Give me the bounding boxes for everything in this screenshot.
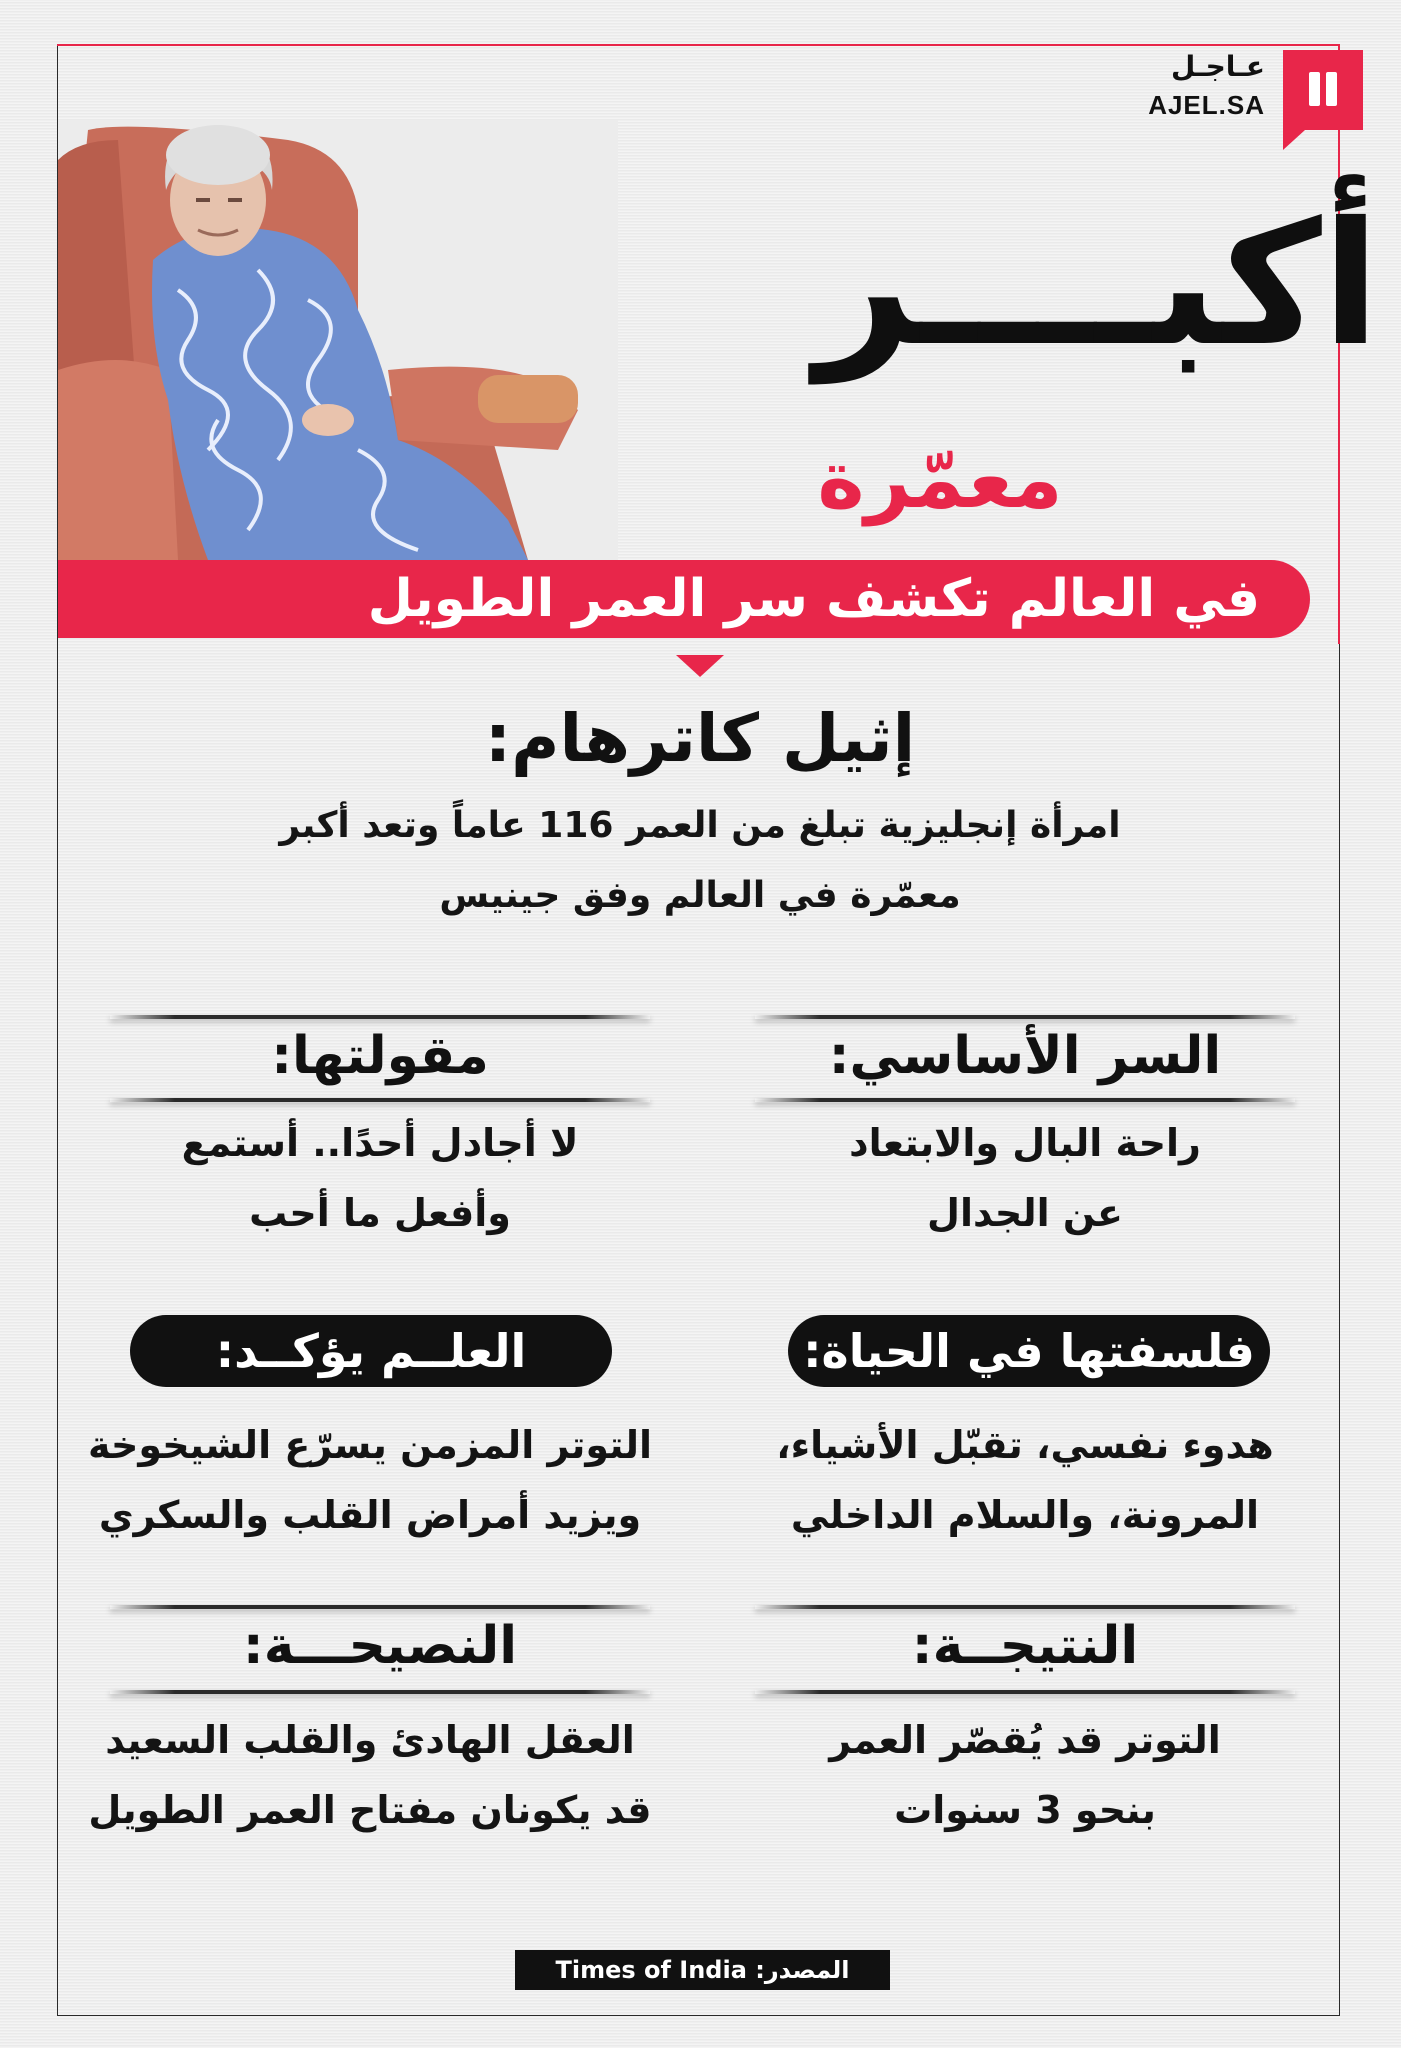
section-saying-line2: وأفعل ما أحب: [249, 1191, 511, 1235]
section-result-line2: بنحو 3 سنوات: [894, 1788, 1156, 1832]
frame-accent-top: [57, 44, 1340, 46]
subject-name: إثيل كاترهام:: [484, 700, 916, 777]
section-divider: [755, 1605, 1295, 1609]
section-philosophy-title: فلسفتها في الحياة:: [788, 1315, 1270, 1387]
section-divider: [110, 1605, 650, 1609]
section-saying-line1: لا أجادل أحدًا.. أستمع: [181, 1121, 579, 1165]
section-advice-line2: قد يكونان مفتاح العمر الطويل: [88, 1788, 652, 1832]
section-philosophy-line1: هدوء نفسي، تقبّل الأشياء،: [776, 1423, 1274, 1467]
section-advice-title: النصيحـــة:: [242, 1616, 518, 1676]
headline-banner-text: في العالم تكشف سر العمر الطويل: [367, 569, 1260, 629]
section-result-title: النتيجــة:: [911, 1616, 1139, 1676]
section-divider: [110, 1690, 650, 1694]
section-advice-line1: العقل الهادئ والقلب السعيد: [105, 1718, 635, 1762]
section-secret-line1: راحة البال والابتعاد: [849, 1121, 1201, 1165]
section-secret-title: السر الأساسي:: [828, 1026, 1222, 1086]
section-secret-line2: عن الجدال: [926, 1191, 1123, 1235]
elderly-woman-photo: [58, 120, 618, 560]
section-divider: [755, 1015, 1295, 1019]
section-science-line2: ويزيد أمراض القلب والسكري: [98, 1493, 642, 1537]
logo-latin-text: AJEL.SA: [1148, 90, 1265, 120]
subject-description-line2: معمّرة في العالم وفق جينيس: [439, 875, 961, 916]
down-arrow-icon: [676, 655, 724, 677]
section-divider: [755, 1690, 1295, 1694]
section-divider: [110, 1015, 650, 1019]
subject-description-line1: امرأة إنجليزية تبلغ من العمر 116 عاماً وتعد أكبر: [279, 805, 1121, 846]
ajel-logo-icon: [1283, 50, 1363, 130]
section-divider: [110, 1098, 650, 1102]
section-result-line1: التوتر قد يُقصّر العمر: [829, 1718, 1221, 1762]
headline-red-subtitle: معمّرة: [817, 433, 1063, 526]
source-label: المصدر: Times of India: [515, 1950, 890, 1990]
section-saying-title: مقولتها:: [271, 1026, 489, 1086]
section-divider: [755, 1098, 1295, 1102]
headline-title: أكبــــر: [815, 186, 1380, 384]
logo-arabic-text: عـاجـل: [1171, 50, 1265, 83]
section-science-title: العلــم يؤكــد:: [130, 1315, 612, 1387]
section-science-line1: التوتر المزمن يسرّع الشيخوخة: [87, 1423, 652, 1467]
section-philosophy-line2: المرونة، والسلام الداخلي: [790, 1493, 1260, 1537]
